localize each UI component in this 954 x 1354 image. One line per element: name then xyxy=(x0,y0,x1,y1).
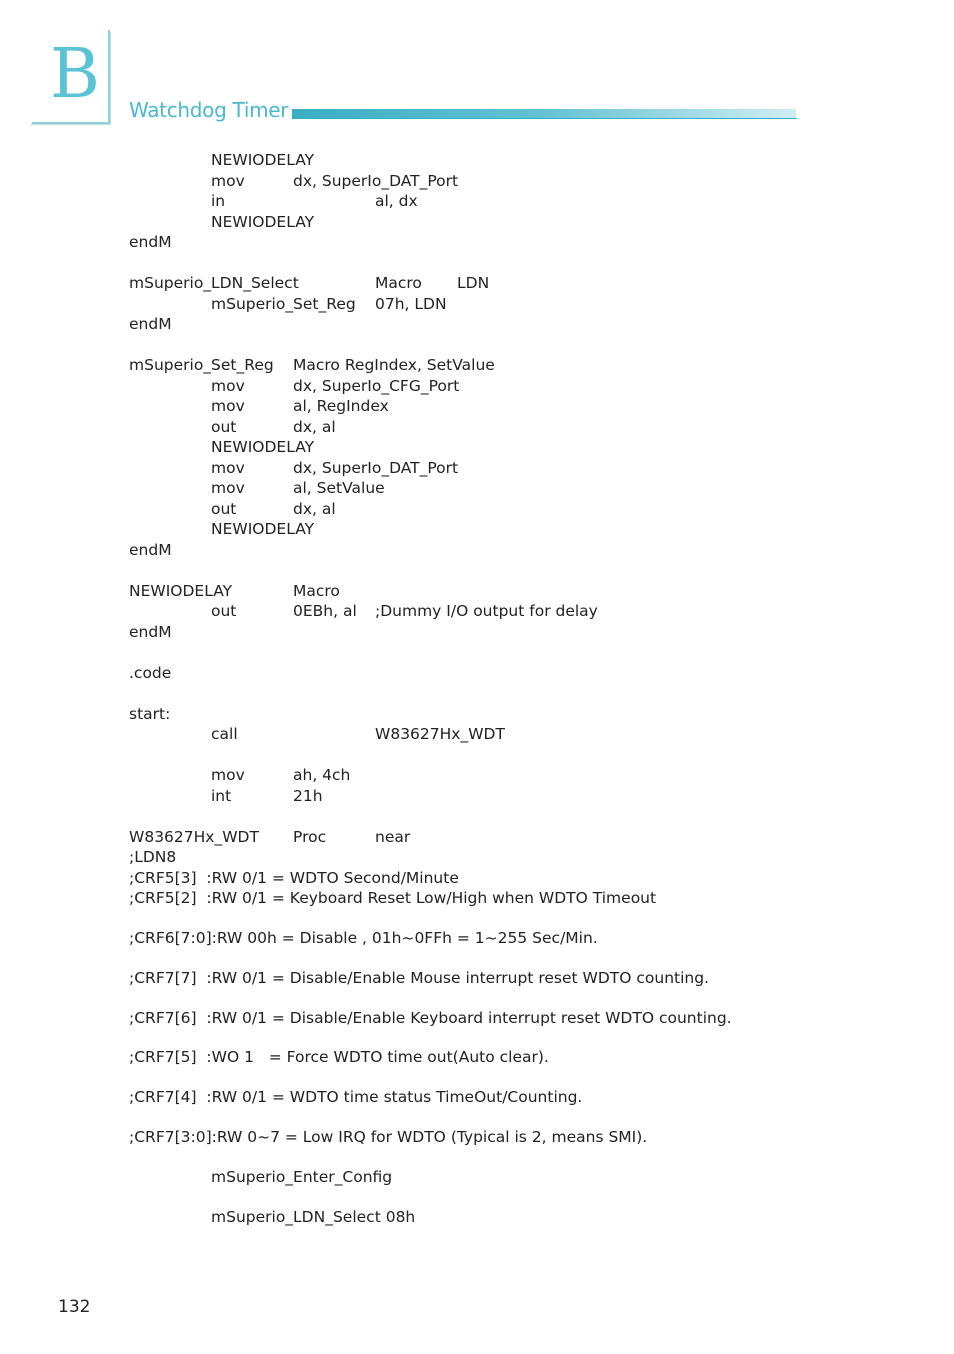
code-line xyxy=(0,663,954,683)
code-token: .code xyxy=(129,664,172,682)
code-token: ;CRF7[3:0]:RW 0~7 = Low IRQ for WDTO (Typical is 2, means SMI). xyxy=(129,1128,648,1146)
code-line xyxy=(0,335,954,355)
code-line xyxy=(0,988,954,1008)
code-line xyxy=(0,888,954,908)
code-line xyxy=(0,601,954,621)
code-line xyxy=(0,1067,954,1087)
code-token: NEWIODELAY xyxy=(129,582,233,600)
code-token: call xyxy=(211,725,238,743)
code-token: W83627Hx_WDT xyxy=(129,828,259,846)
code-token: mov xyxy=(211,172,245,190)
code-line xyxy=(0,437,954,457)
code-token: out xyxy=(211,418,237,436)
code-line xyxy=(0,540,954,560)
code-token: Macro xyxy=(375,274,422,292)
title-underline xyxy=(292,118,797,119)
code-line xyxy=(0,786,954,806)
code-token: W83627Hx_WDT xyxy=(375,725,505,743)
code-token: NEWIODELAY xyxy=(211,213,315,231)
code-line xyxy=(0,314,954,334)
code-line xyxy=(0,355,954,375)
code-token: 21h xyxy=(293,787,323,805)
code-token: ;Dummy I/O output for delay xyxy=(375,602,598,620)
code-token: 0EBh, al xyxy=(293,602,357,620)
code-token: 07h, LDN xyxy=(375,295,447,313)
code-line xyxy=(0,908,954,928)
code-token: NEWIODELAY xyxy=(211,151,315,169)
code-token: mov xyxy=(211,479,245,497)
code-line xyxy=(0,1167,954,1187)
code-token: ;CRF6[7:0]:RW 00h = Disable , 01h~0FFh = 1~255 Sec/Min. xyxy=(129,929,598,947)
code-token: al, dx xyxy=(375,192,418,210)
code-token: al, SetValue xyxy=(293,479,385,497)
code-token: ;CRF7[5] :WO 1 = Force WDTO time out(Auto clear). xyxy=(129,1048,549,1066)
code-line xyxy=(0,827,954,847)
code-line xyxy=(0,928,954,948)
code-line xyxy=(0,868,954,888)
code-line xyxy=(0,1047,954,1067)
code-line xyxy=(0,1008,954,1028)
code-token: mSuperio_LDN_Select xyxy=(129,274,299,292)
code-token: ;CRF5[3] :RW 0/1 = WDTO Second/Minute xyxy=(129,869,459,887)
code-line xyxy=(0,150,954,170)
code-line xyxy=(0,683,954,703)
code-line xyxy=(0,376,954,396)
code-token: dx, al xyxy=(293,500,336,518)
code-line xyxy=(0,806,954,826)
code-line xyxy=(0,581,954,601)
code-token: dx, SuperIo_DAT_Port xyxy=(293,172,459,190)
code-token: mov xyxy=(211,766,245,784)
code-token: al, RegIndex xyxy=(293,397,389,415)
code-token: Macro xyxy=(293,582,340,600)
code-token: mSuperio_Set_Reg xyxy=(211,295,356,313)
code-token: endM xyxy=(129,541,172,559)
code-token: mov xyxy=(211,377,245,395)
code-line xyxy=(0,1028,954,1048)
code-token: NEWIODELAY xyxy=(211,520,315,538)
page-number: 132 xyxy=(58,1297,91,1317)
code-line xyxy=(0,273,954,293)
code-line xyxy=(0,1147,954,1167)
code-token: ;CRF7[7] :RW 0/1 = Disable/Enable Mouse interrupt reset WDTO counting. xyxy=(129,969,710,987)
code-line xyxy=(0,191,954,211)
code-token: endM xyxy=(129,623,172,641)
code-token: near xyxy=(375,828,411,846)
code-line xyxy=(0,212,954,232)
code-line xyxy=(0,294,954,314)
code-token: out xyxy=(211,500,237,518)
code-token: Proc xyxy=(293,828,327,846)
code-token: start: xyxy=(129,705,171,723)
code-line xyxy=(0,1187,954,1207)
code-line xyxy=(0,642,954,662)
code-line xyxy=(0,560,954,580)
code-token: in xyxy=(211,192,226,210)
appendix-letter: B xyxy=(50,35,100,114)
code-token: NEWIODELAY xyxy=(211,438,315,456)
code-line xyxy=(0,519,954,539)
code-token: ;CRF7[4] :RW 0/1 = WDTO time status TimeOut/Counting. xyxy=(129,1088,583,1106)
code-line xyxy=(0,396,954,416)
code-line xyxy=(0,948,954,968)
code-line xyxy=(0,622,954,642)
page-header xyxy=(0,0,954,140)
code-token: ;CRF5[2] :RW 0/1 = Keyboard Reset Low/High when WDTO Timeout xyxy=(129,889,657,907)
code-line xyxy=(0,765,954,785)
code-line xyxy=(0,417,954,437)
code-line xyxy=(0,724,954,744)
code-line xyxy=(0,458,954,478)
code-token: int xyxy=(211,787,232,805)
code-line xyxy=(0,1087,954,1107)
code-line xyxy=(0,704,954,724)
code-token: mSuperio_Set_Reg xyxy=(129,356,274,374)
section-title: Watchdog Timer xyxy=(129,98,289,122)
code-token: LDN xyxy=(457,274,490,292)
code-token: ;LDN8 xyxy=(129,848,177,866)
code-token: dx, al xyxy=(293,418,336,436)
code-line xyxy=(0,1127,954,1147)
code-token: endM xyxy=(129,233,172,251)
code-token: out xyxy=(211,602,237,620)
code-line xyxy=(0,1207,954,1227)
code-line xyxy=(0,253,954,273)
code-token: ;CRF7[6] :RW 0/1 = Disable/Enable Keyboard interrupt reset WDTO counting. xyxy=(129,1009,732,1027)
code-token: Macro RegIndex, SetValue xyxy=(293,356,495,374)
code-token: endM xyxy=(129,315,172,333)
code-token: mSuperio_LDN_Select 08h xyxy=(211,1208,416,1226)
code-token: dx, SuperIo_CFG_Port xyxy=(293,377,460,395)
code-token: mSuperio_Enter_Config xyxy=(211,1168,393,1186)
code-line xyxy=(0,478,954,498)
code-line xyxy=(0,171,954,191)
code-line xyxy=(0,968,954,988)
code-token: ah, 4ch xyxy=(293,766,351,784)
code-line xyxy=(0,232,954,252)
code-token: mov xyxy=(211,397,245,415)
code-line xyxy=(0,499,954,519)
code-token: dx, SuperIo_DAT_Port xyxy=(293,459,459,477)
code-token: mov xyxy=(211,459,245,477)
code-line xyxy=(0,745,954,765)
code-line xyxy=(0,847,954,867)
code-line xyxy=(0,1107,954,1127)
